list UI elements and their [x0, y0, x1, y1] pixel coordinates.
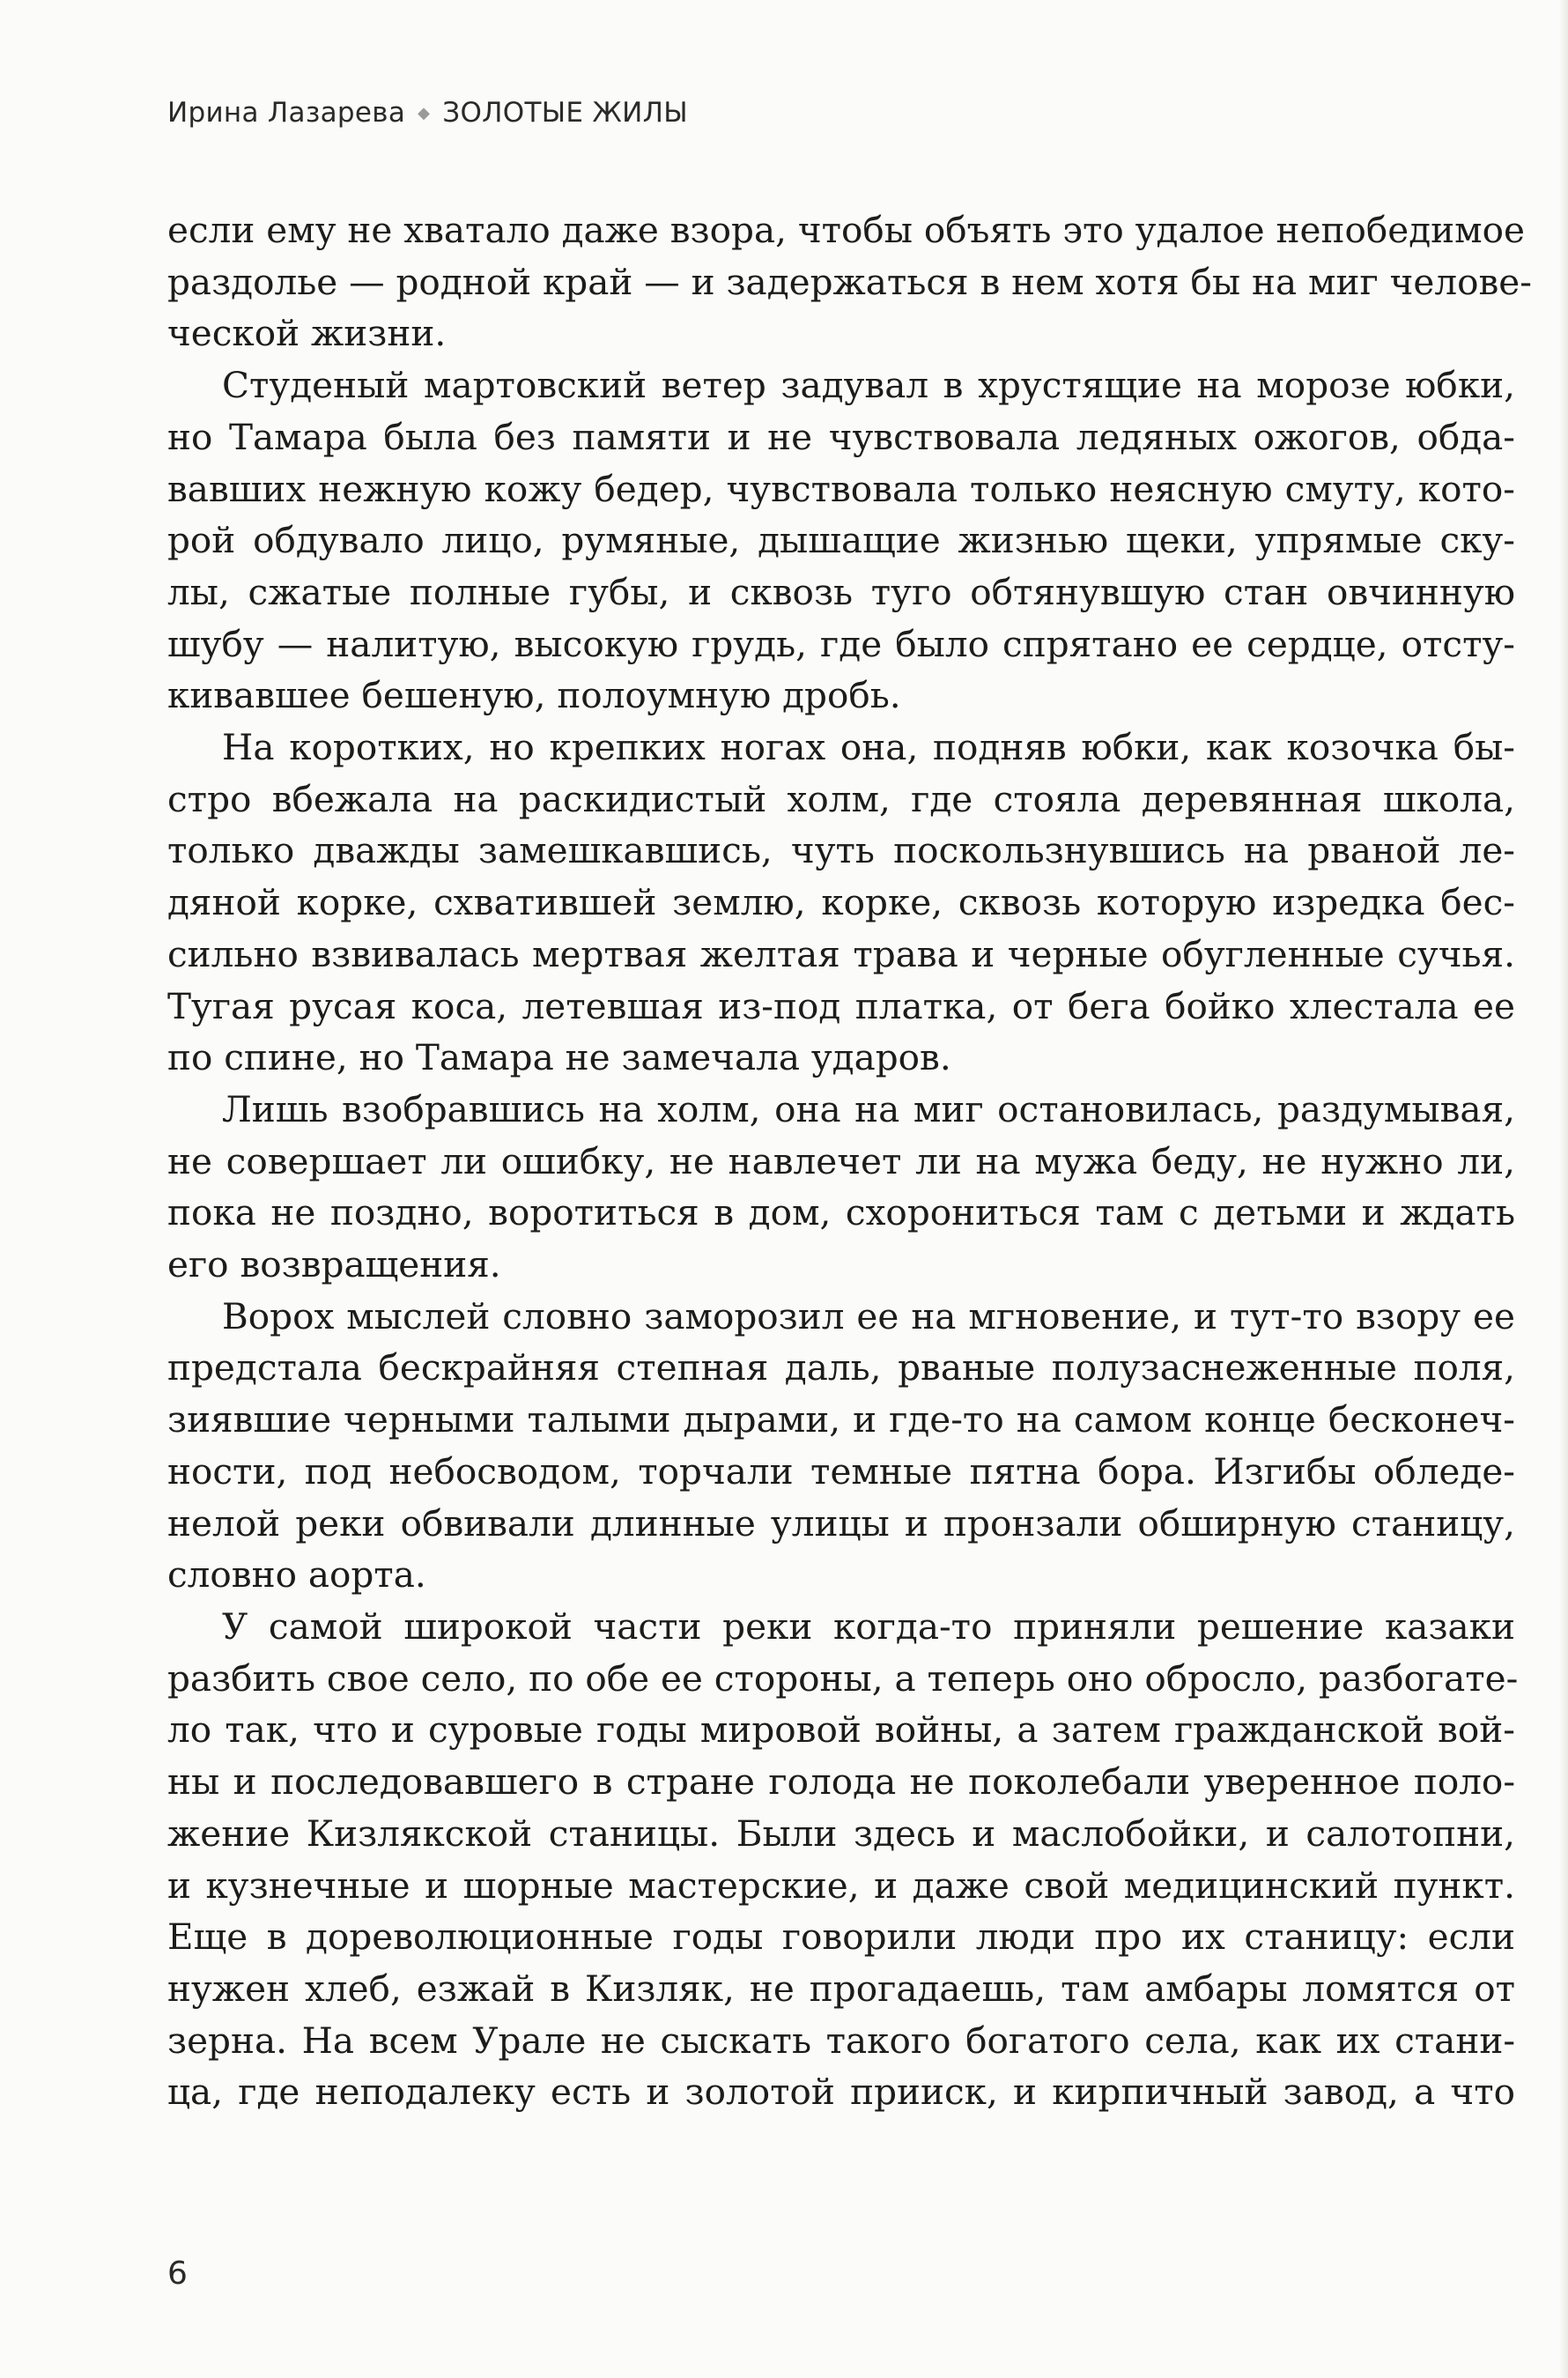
- text-line: сильно взвивалась мертвая желтая трава и черные обугленные сучья.: [167, 932, 1515, 975]
- text-line: У самой широкой части реки когда-то приняли решение казаки: [222, 1604, 1515, 1648]
- text-line: только дважды замешкавшись, чуть поскользнувшись на рваной ле-: [167, 829, 1515, 872]
- text-line: пока не поздно, воротиться в дом, схорониться там с детьми и ждать: [167, 1191, 1515, 1234]
- body-text: [167, 204, 1532, 2118]
- text-line: разбить свое село, по обе ее стороны, а теперь оно обросло, разбогате-: [167, 1656, 1519, 1700]
- text-line: ца, где неподалеку есть и золотой прииск, и кирпичный завод, а что: [167, 2071, 1515, 2114]
- text-line: Лишь взобравшись на холм, она на миг остановилась, раздумывая,: [222, 1087, 1515, 1130]
- text-line: вавших нежную кожу бедер, чувствовала только неясную смуту, кото-: [167, 467, 1515, 510]
- running-header: [167, 97, 688, 129]
- page-number: 6: [167, 2256, 188, 2292]
- text-line: шубу — налитую, высокую грудь, где было спрятано ее сердце, отсту-: [167, 622, 1515, 665]
- text-line: его возвращения.: [167, 1243, 501, 1286]
- text-line: стро вбежала на раскидистый холм, где стояла деревянная школа,: [167, 777, 1515, 820]
- text-line: нелой реки обвивали длинные улицы и пронзали обширную станицу,: [167, 1501, 1515, 1545]
- text-line: Ворох мыслей словно заморозил ее на мгновение, и тут-то взору ее: [222, 1294, 1515, 1337]
- text-line: Тугая русая коса, летевшая из-под платка, от бега бойко хлестала ее: [167, 984, 1515, 1027]
- text-line: предстала бескрайняя степная даль, рваные полузаснеженные поля,: [167, 1346, 1515, 1389]
- header-author: Ирина Лазарева: [167, 97, 406, 129]
- text-line: по спине, но Тамара не замечала ударов.: [167, 1036, 951, 1079]
- text-line: ческой жизни.: [167, 312, 447, 355]
- header-book-title: ЗОЛОТЫЕ ЖИЛЫ: [442, 97, 688, 129]
- text-line: рой обдувало лицо, румяные, дышащие жизнью щеки, упрямые ску-: [167, 519, 1515, 562]
- diamond-separator-icon: ◆: [418, 104, 431, 122]
- text-line: нужен хлеб, езжай в Кизляк, не прогадаешь, там амбары ломятся от: [167, 1967, 1515, 2010]
- text-line: раздолье — родной край — и задержаться в нем хотя бы на миг челове-: [167, 260, 1532, 303]
- text-line: Еще в дореволюционные годы говорили люди про их станицу: если: [167, 1915, 1515, 1959]
- page-edge-shadow: [1559, 0, 1568, 2378]
- text-line: но Тамара была без памяти и не чувствовала ледяных ожогов, обда-: [167, 415, 1515, 458]
- text-line: лы, сжатые полные губы, и сквозь туго обтянувшую стан овчинную: [167, 570, 1515, 613]
- text-line: зерна. На всем Урале не сыскать такого богатого села, как их стани-: [167, 2019, 1515, 2062]
- text-line: словно аорта.: [167, 1553, 426, 1596]
- text-line: Студеный мартовский ветер задувал в хрустящие на морозе юбки,: [222, 364, 1515, 407]
- text-line: На коротких, но крепких ногах она, подняв юбки, как козочка бы-: [222, 726, 1515, 769]
- text-line: ло так, что и суровые годы мировой войны, а затем гражданской вой-: [167, 1708, 1515, 1752]
- text-line: ности, под небосводом, торчали темные пятна бора. Изгибы обледе-: [167, 1449, 1515, 1493]
- text-line: жение Кизлякской станицы. Были здесь и маслобойки, и салотопни,: [167, 1811, 1515, 1855]
- text-line: не совершает ли ошибку, не навлечет ли на мужа беду, не нужно ли,: [167, 1139, 1515, 1182]
- text-line: ны и последовавшего в стране голода не поколебали уверенное поло-: [167, 1760, 1515, 1804]
- text-line: если ему не хватало даже взора, чтобы объять это удалое непобедимое: [167, 209, 1525, 251]
- text-line: и кузнечные и шорные мастерские, и даже свой медицинский пункт.: [167, 1863, 1515, 1907]
- text-line: зиявшие черными талыми дырами, и где-то на самом конце бесконеч-: [167, 1398, 1515, 1441]
- text-line: кивавшее бешеную, полоумную дробь.: [167, 674, 901, 717]
- text-line: дяной корке, схватившей землю, корке, сквозь которую изредка бес-: [167, 881, 1515, 924]
